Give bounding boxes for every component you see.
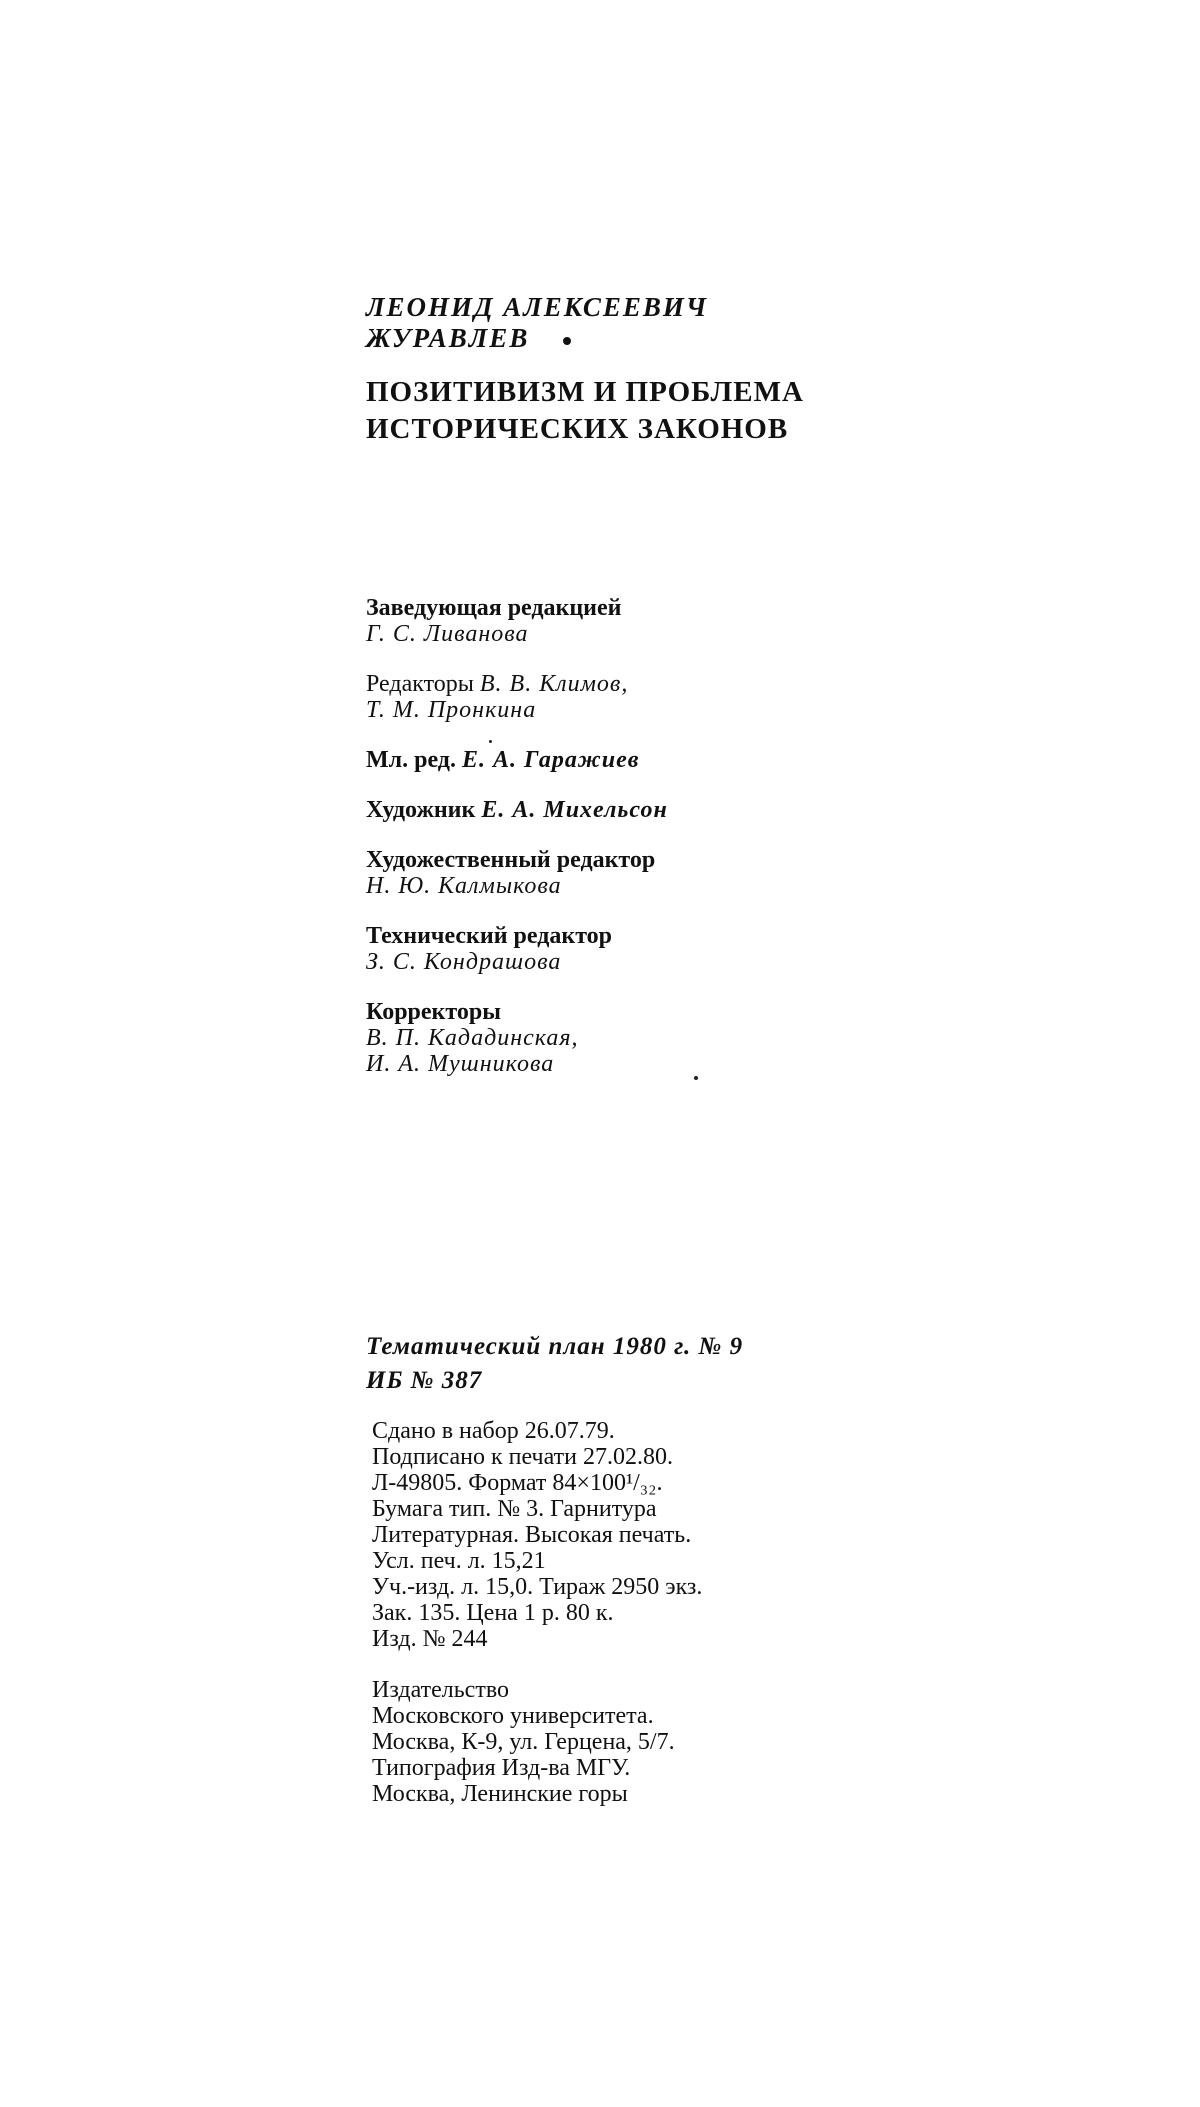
credit-entry: [366, 595, 668, 647]
publisher-line: Москва, К-9, ул. Герцена, 5/7.: [372, 1729, 675, 1755]
print-details: [372, 1418, 702, 1652]
credit-name: Т. М. Пронкина: [366, 697, 537, 723]
print-detail-line: Л-49805. Формат 84×100¹/₃₂.: [372, 1470, 663, 1496]
thematic-plan: [366, 1330, 743, 1398]
credit-entry: [366, 847, 668, 899]
credit-line: [366, 797, 668, 823]
credit-entry: [366, 999, 668, 1077]
credit-name: Е. А. Михельсон: [481, 797, 668, 823]
title-line-2: ИСТОРИЧЕСКИХ ЗАКОНОВ: [366, 413, 789, 445]
credit-line: [366, 747, 668, 773]
print-detail-line: Изд. № 244: [372, 1626, 488, 1652]
credit-name: Г. С. Ливанова: [366, 621, 529, 647]
bullet-dot-icon: [563, 337, 571, 345]
credit-line: [366, 671, 668, 697]
publisher-line: Московского университета.: [372, 1703, 654, 1729]
author-line-1: ЛЕОНИД АЛЕКСЕЕВИЧ: [366, 292, 709, 322]
credit-role: Корректоры: [366, 999, 501, 1025]
credit-role: Редакторы: [366, 671, 474, 697]
book-title: [366, 374, 804, 448]
credit-name: Е. А. Гаражиев: [461, 747, 640, 773]
print-detail-line: Бумага тип. № 3. Гарнитура: [372, 1496, 657, 1522]
print-speck-2: [489, 740, 492, 743]
print-speck: [694, 1076, 698, 1080]
credit-name: В. П. Кададинская,: [366, 1025, 579, 1051]
print-detail-line: Сдано в набор 26.07.79.: [372, 1418, 615, 1444]
credit-entry: [366, 671, 668, 723]
credit-role: Художник: [366, 797, 476, 823]
publisher-info: [372, 1677, 675, 1807]
print-detail-line: Подписано к печати 27.02.80.: [372, 1444, 673, 1470]
print-detail-line: Уч.-изд. л. 15,0. Тираж 2950 экз.: [372, 1574, 703, 1600]
print-detail-line: Литературная. Высокая печать.: [372, 1522, 692, 1548]
print-detail-line: Усл. печ. л. 15,21: [372, 1548, 546, 1574]
credit-name: И. А. Мушникова: [366, 1051, 555, 1077]
credit-role: Заведующая редакцией: [366, 595, 622, 621]
author-line-2: [366, 323, 708, 354]
editorial-credits: [366, 595, 668, 1101]
credit-role: Художественный редактор: [366, 847, 656, 873]
credit-entry: [366, 747, 668, 773]
publisher-line: Москва, Ленинские горы: [372, 1781, 628, 1807]
author-surname: ЖУРАВЛЕВ: [366, 323, 530, 353]
credit-entry: [366, 797, 668, 823]
plan-line: Тематический план 1980 г. № 9: [366, 1333, 744, 1360]
credit-name: З. С. Кондрашова: [366, 949, 562, 975]
publisher-line: Типография Изд-ва МГУ.: [372, 1755, 631, 1781]
credit-name: В. В. Климов,: [479, 671, 629, 697]
credit-name: Н. Ю. Калмыкова: [366, 873, 562, 899]
ib-number: ИБ № 387: [366, 1367, 483, 1394]
credit-role: Технический редактор: [366, 923, 613, 949]
author-name: [366, 292, 708, 354]
title-line-1: ПОЗИТИВИЗМ И ПРОБЛЕМА: [366, 376, 804, 408]
print-detail-line: Зак. 135. Цена 1 р. 80 к.: [372, 1600, 614, 1626]
credit-role: Мл. ред.: [366, 747, 456, 773]
publisher-line: Издательство: [372, 1677, 509, 1703]
credit-entry: [366, 923, 668, 975]
